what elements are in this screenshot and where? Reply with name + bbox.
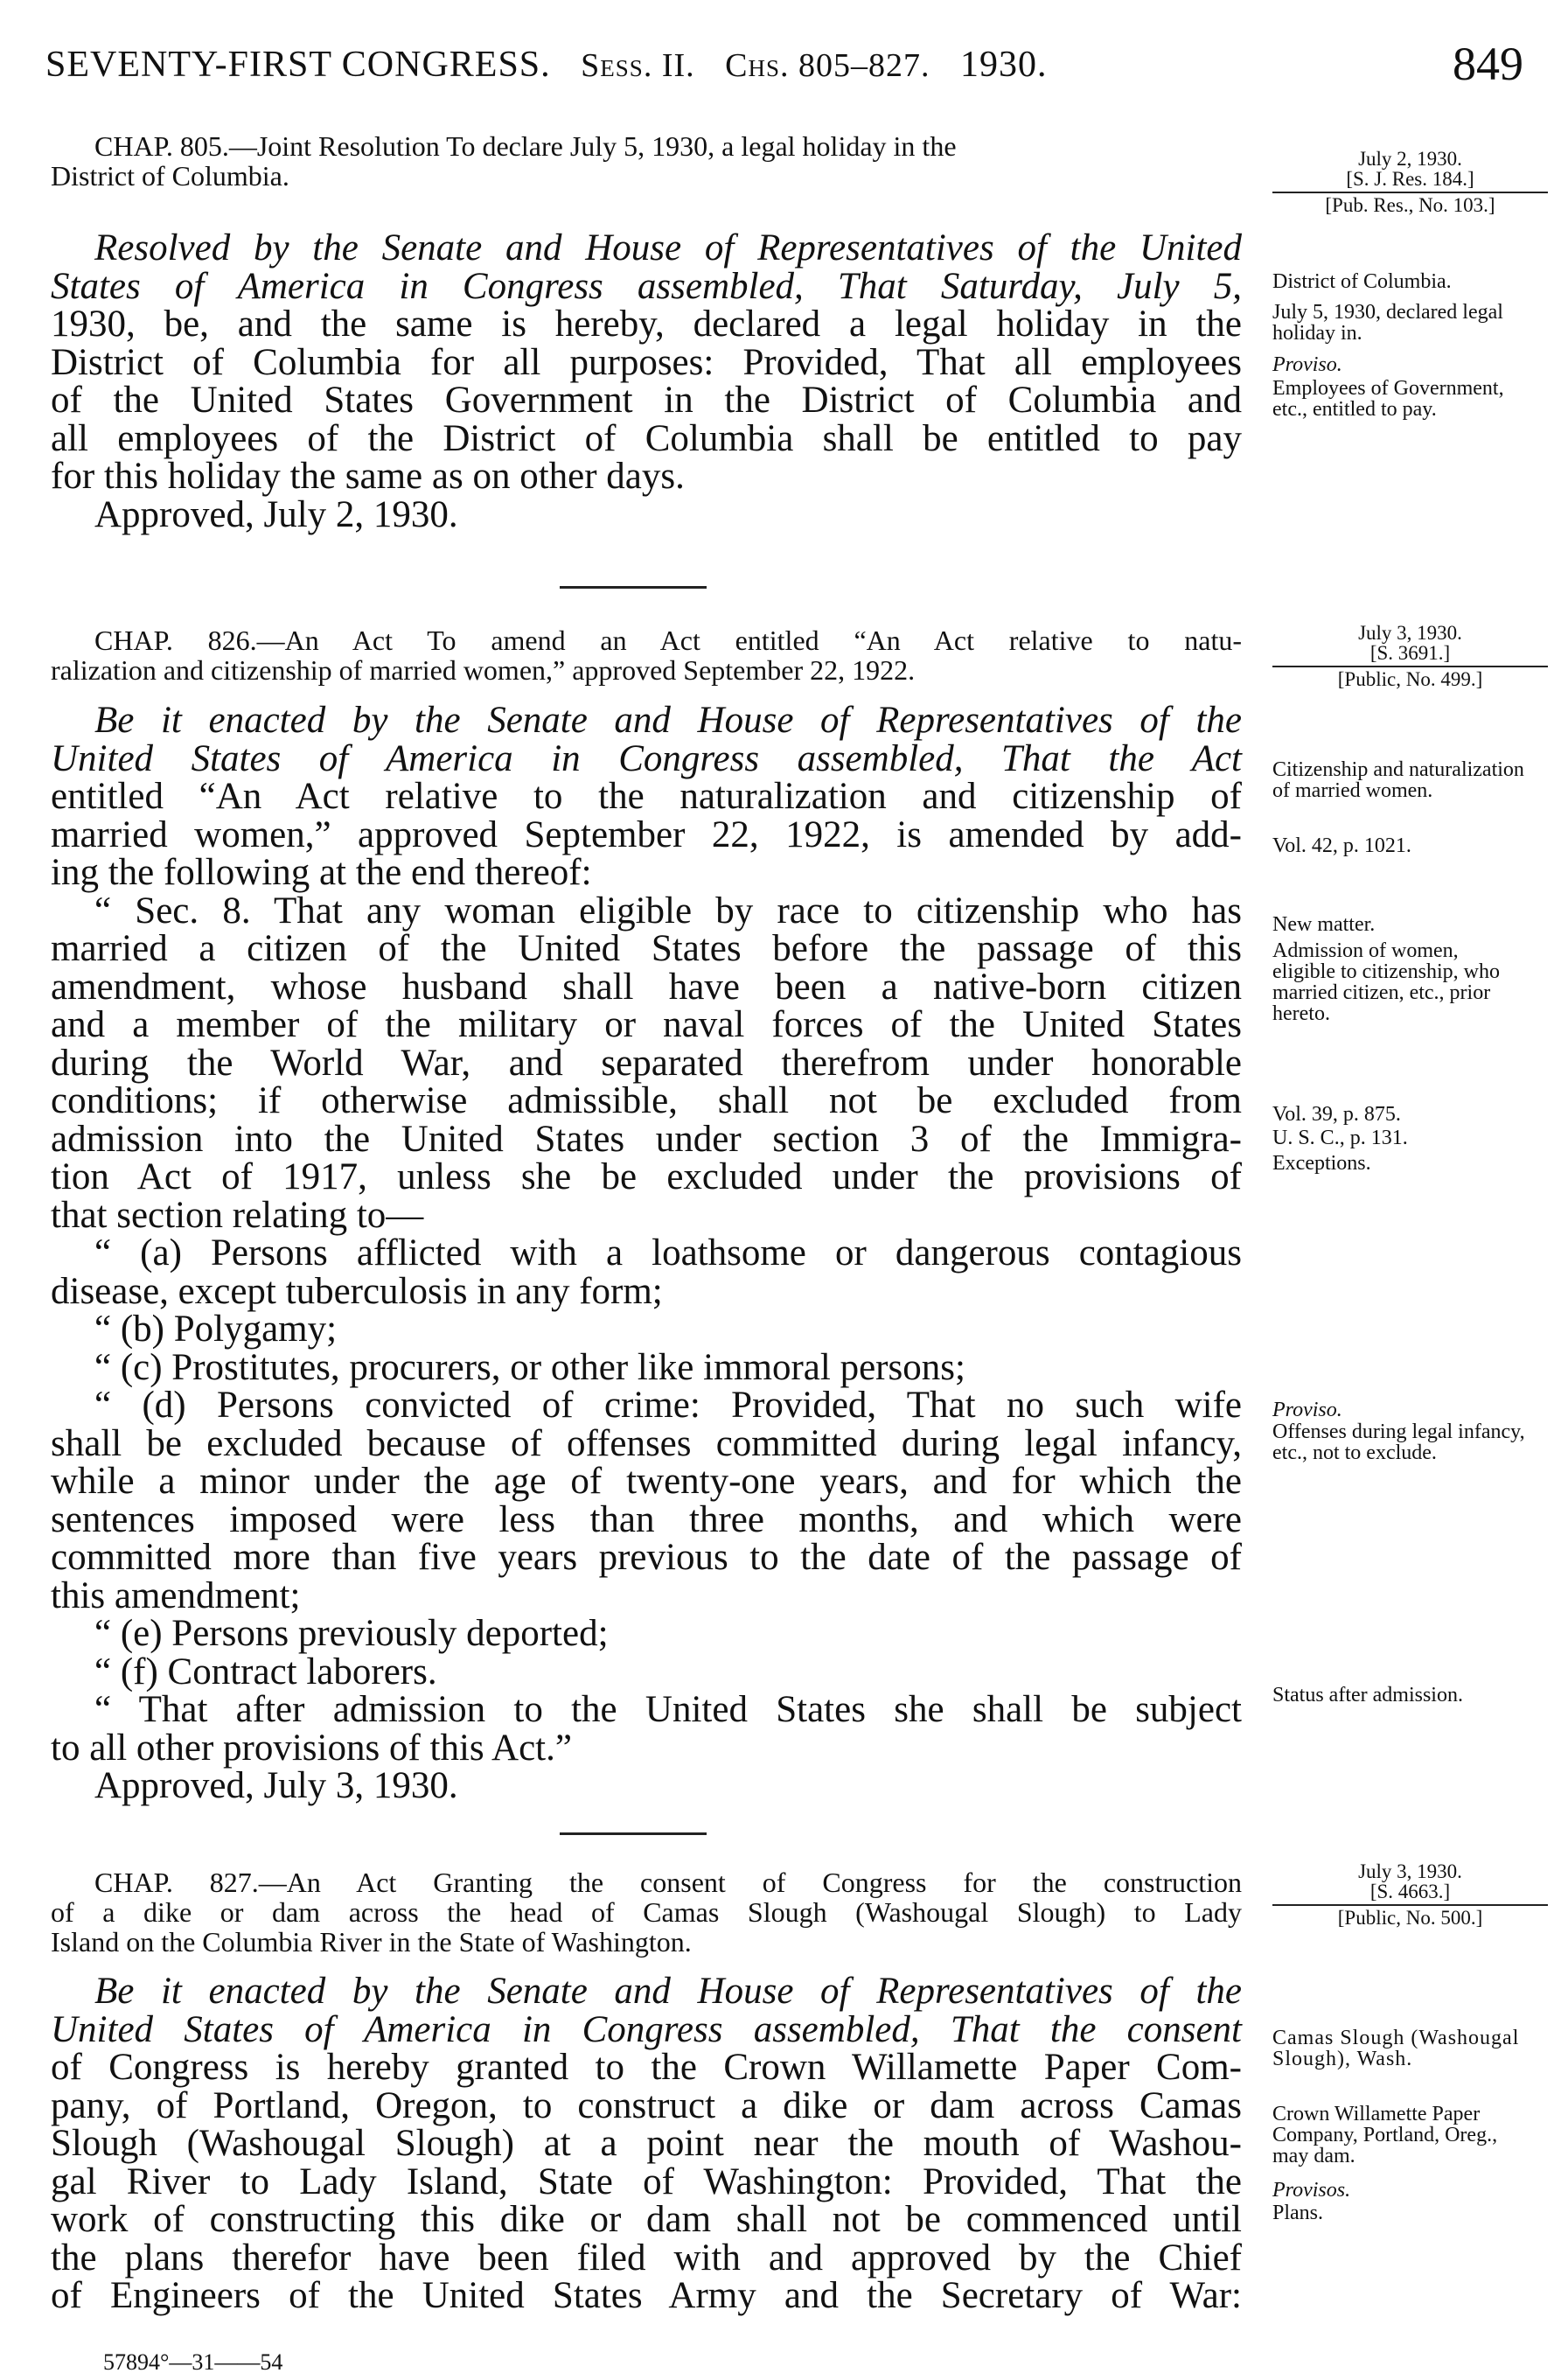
body-line: all employees of the District of Columbia shall be entitled to pay [51, 417, 1242, 459]
body-line: that section relating to— [51, 1194, 424, 1236]
chap805-body [51, 229, 1242, 534]
margin-note: Plans. [1272, 2202, 1324, 2224]
running-head-title [45, 44, 1048, 86]
margin-note: Vol. 42, p. 1021. [1272, 834, 1411, 857]
chap827-heading-line: Island on the Columbia River in the State of Washington. [51, 1926, 692, 1958]
chap805-pub: [Pub. Res., No. 103.] [1272, 192, 1548, 215]
chap805-bill: [S. J. Res. 184.] [1346, 168, 1474, 190]
section-divider [560, 1832, 707, 1835]
chap805-heading [51, 131, 1242, 191]
margin-note: Admission of women, eligible to citizenship, who married citizen, etc., prior hereto. [1272, 939, 1500, 1025]
chap827-pub: [Public, No. 500.] [1272, 1904, 1548, 1928]
chap827-bill: [S. 4663.] [1369, 1881, 1451, 1902]
margin-note: Crown Willamette Paper Company, Portland, Oreg., may dam. [1272, 2103, 1498, 2167]
margin-note: Vol. 39, p. 875. [1272, 1103, 1401, 1126]
chap827-dateline [1272, 1861, 1548, 1928]
margin-note: U. S. C., p. 131. [1272, 1127, 1408, 1149]
chap827-heading [51, 1867, 1242, 1957]
chap826-pub: [Public, No. 499.] [1272, 666, 1548, 689]
body-line: work of constructing this dike or dam shall not be commenced until [51, 2199, 1242, 2240]
body-line: “ (a) Persons afflicted with a loathsome or dangerous contagious [94, 1232, 1242, 1274]
body-line: married women,” approved September 22, 1922, is amended by add- [51, 813, 1242, 855]
body-line: “ Sec. 8. That any woman eligible by race to citizenship who has [94, 890, 1242, 932]
chap826-heading-line: ralization and citizenship of married women,” approved September 22, 1922. [51, 654, 916, 686]
chap826-heading [51, 625, 1242, 685]
margin-note: Exceptions. [1272, 1152, 1371, 1175]
congress-title: SEVENTY-FIRST CONGRESS. [45, 45, 551, 85]
body-line: Be it enacted by the Senate and House of Representatives of the [94, 700, 1242, 741]
section-divider [560, 586, 707, 589]
body-line: and a member of the military or naval forces of the United States [51, 1004, 1242, 1045]
margin-note: Citizenship and naturalization of married women. [1272, 758, 1524, 802]
body-line: sentences imposed were less than three months, and which were [51, 1498, 1242, 1540]
chapters-label: Chs. 805–827. [725, 47, 930, 84]
year-label: 1930. [960, 45, 1048, 85]
body-line: “ (e) Persons previously deported; [94, 1613, 609, 1654]
body-line: States of America in Congress assembled, That Saturday, July 5, [51, 265, 1242, 307]
body-line: committed more than five years previous to the date of the passage of [51, 1537, 1242, 1578]
margin-note: July 5, 1930, declared legal holiday in. [1272, 301, 1503, 345]
body-line: the plans therefor have been filed with and approved by the Chief [51, 2237, 1242, 2279]
body-line: “ (f) Contract laborers. [94, 1651, 437, 1693]
chap805-heading-line: District of Columbia. [51, 160, 289, 192]
chap805-approved: Approved, July 2, 1930. [94, 493, 458, 535]
body-line: for this holiday the same as on other days. [51, 456, 685, 497]
margin-note: Proviso. [1272, 1399, 1342, 1421]
body-line: while a minor under the age of twenty-one years, and for which the [51, 1461, 1242, 1502]
body-line: pany, of Portland, Oregon, to construct a dike or dam across Camas [51, 2084, 1242, 2126]
body-line: 1930, be, and the same is hereby, declared a legal holiday in the [51, 304, 1242, 345]
body-line: tion Act of 1917, unless she be excluded under the provisions of [51, 1156, 1242, 1197]
chap826-body [51, 701, 1242, 1805]
body-line: during the World War, and separated therefrom under honorable [51, 1042, 1242, 1084]
body-line: amendment, whose husband shall have been a native-born citizen [51, 966, 1242, 1008]
body-line: United States of America in Congress assembled, That the Act [51, 737, 1242, 779]
chap827-body [51, 1972, 1242, 2315]
margin-note: Status after admission. [1272, 1684, 1463, 1706]
margin-note: Employees of Government, etc., entitled to pay. [1272, 377, 1504, 421]
chap805-heading-line: CHAP. 805.—Joint Resolution To declare July 5, 1930, a legal holiday in the [94, 130, 957, 162]
chap826-dateline [1272, 623, 1548, 689]
chap827-heading-line: of a dike or dam across the head of Camas Slough (Washougal Slough) to Lady [51, 1896, 1242, 1928]
page-number: 849 [1453, 38, 1523, 90]
body-line: this amendment; [51, 1574, 301, 1616]
body-line: Be it enacted by the Senate and House of Representatives of the [94, 1971, 1242, 2012]
body-line: to all other provisions of this Act.” [51, 1727, 572, 1769]
body-line: of the United States Government in the District of Columbia and [51, 380, 1242, 421]
body-line: United States of America in Congress assembled, That the consent [51, 2008, 1242, 2050]
body-line: ing the following at the end thereof: [51, 852, 592, 893]
body-line: “ (d) Persons convicted of crime: Provided, That no such wife [94, 1385, 1242, 1426]
chap805-date: July 2, 1930. [1358, 148, 1462, 170]
body-line: “ (b) Polygamy; [94, 1309, 338, 1350]
body-line: married a citizen of the United States before the passage of this [51, 928, 1242, 969]
printer-footer: 57894°—31——54 [103, 2349, 283, 2375]
chap826-date: July 3, 1930. [1358, 622, 1462, 644]
margin-note: New matter. [1272, 913, 1376, 936]
margin-note: Offenses during legal infancy, etc., not to exclude. [1272, 1420, 1525, 1464]
session-label: Sess. II. [581, 47, 695, 84]
margin-note: Camas Slough (Washougal Slough), Wash. [1272, 2027, 1520, 2070]
margin-note: Provisos. [1272, 2179, 1351, 2202]
body-line: of Congress is hereby granted to the Crown Willamette Paper Com- [51, 2047, 1242, 2088]
body-line: Resolved by the Senate and House of Representatives of the United [94, 227, 1242, 269]
body-line: gal River to Lady Island, State of Washington: Provided, That the [51, 2160, 1242, 2202]
body-line: conditions; if otherwise admissible, shall not be excluded from [51, 1080, 1242, 1121]
chap827-heading-line: CHAP. 827.—An Act Granting the consent of Congress for the construction [94, 1867, 1242, 1898]
body-line: of Engineers of the United States Army and the Secretary of War: [51, 2275, 1242, 2316]
body-line: entitled “An Act relative to the naturalization and citizenship of [51, 776, 1242, 817]
chap826-heading-line: CHAP. 826.—An Act To amend an Act entitled “An Act relative to natu- [94, 625, 1242, 656]
margin-note: Proviso. [1272, 353, 1342, 376]
chap827-date: July 3, 1930. [1358, 1860, 1462, 1882]
chap805-dateline [1272, 149, 1548, 215]
body-line: “ That after admission to the United States she shall be subject [94, 1689, 1242, 1730]
body-line: “ (c) Prostitutes, procurers, or other like immoral persons; [94, 1346, 965, 1388]
body-line: Slough (Washougal Slough) at a point near the mouth of Washou- [51, 2123, 1242, 2164]
body-line: District of Columbia for all purposes: Provided, That all employees [51, 341, 1242, 383]
body-line: shall be excluded because of offenses committed during legal infancy, [51, 1422, 1242, 1464]
running-head [45, 33, 1523, 103]
margin-note: District of Columbia. [1272, 270, 1452, 293]
body-line: admission into the United States under section 3 of the Immigra- [51, 1118, 1242, 1160]
chap826-bill: [S. 3691.] [1369, 642, 1451, 664]
body-line: disease, except tuberculosis in any form; [51, 1270, 663, 1312]
chap826-approved: Approved, July 3, 1930. [94, 1765, 458, 1806]
